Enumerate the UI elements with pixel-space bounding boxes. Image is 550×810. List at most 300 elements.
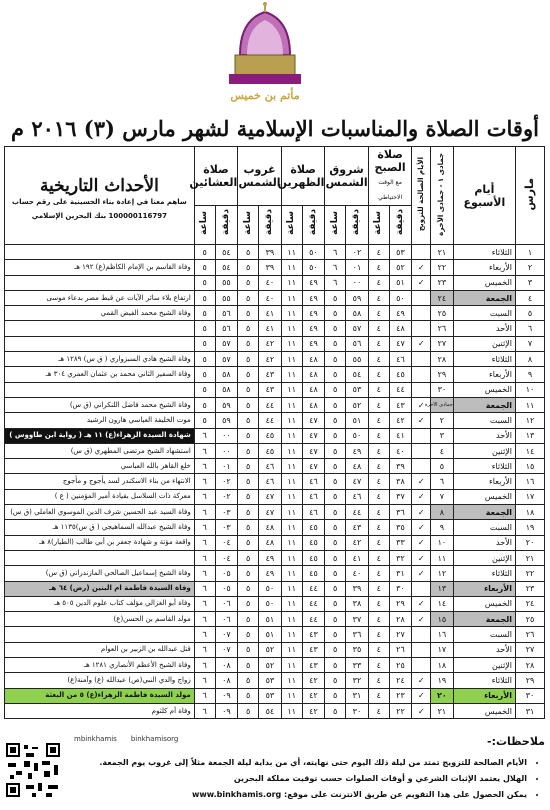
notes-section (4, 735, 545, 807)
time-cell: ٤٣ (302, 627, 325, 642)
time-cell: ٥ (238, 703, 259, 718)
table-row (5, 352, 545, 367)
time-cell: ٥٣ (346, 382, 369, 397)
marriage-check-cell: ✓ (412, 673, 431, 688)
hijri-day-cell: ١٥ (431, 612, 454, 627)
time-cell: ٠٢ (346, 245, 369, 260)
time-cell: ٥ (238, 688, 259, 703)
event-cell: قتل عبدالله بن الزبير بن العوام (5, 642, 195, 657)
time-cell: ٥ (325, 535, 346, 550)
time-cell: ٥٢ (259, 642, 282, 657)
table-row (5, 688, 545, 703)
time-cell: ١١ (281, 627, 302, 642)
table-row (5, 505, 545, 520)
time-cell: ٤٨ (259, 535, 282, 550)
time-cell: ٤٦ (259, 474, 282, 489)
time-cell: ٥ (325, 428, 346, 443)
table-row (5, 627, 545, 642)
time-cell: ٥ (325, 550, 346, 565)
time-cell: ٤ (368, 642, 389, 657)
time-cell: ٥ (238, 566, 259, 581)
table-row (5, 459, 545, 474)
time-cell: ٥ (238, 520, 259, 535)
time-cell: ٤٥ (302, 535, 325, 550)
time-cell: ٤٩ (389, 306, 412, 321)
time-cell: ٥ (325, 382, 346, 397)
marriage-check-cell (412, 581, 431, 596)
weekday-cell: الجمعة (453, 505, 515, 520)
time-cell: ٤٢ (302, 673, 325, 688)
time-cell: ٤٤ (346, 505, 369, 520)
table-row (5, 275, 545, 290)
time-cell: ١١ (281, 260, 302, 275)
time-cell: ٤٨ (302, 397, 325, 412)
time-cell: ١١ (281, 443, 302, 458)
table-row (5, 520, 545, 535)
time-cell: ٤٩ (346, 443, 369, 458)
table-row (5, 321, 545, 336)
time-cell: ١١ (281, 367, 302, 382)
header-march: مارس (515, 147, 544, 245)
table-row (5, 596, 545, 611)
hijri-day-cell: ٢١ (431, 245, 454, 260)
time-cell: ٤٦ (346, 489, 369, 504)
marriage-check-cell: ✓ (412, 535, 431, 550)
marriage-check-cell (412, 382, 431, 397)
weekday-cell: الجمعة (453, 397, 515, 412)
time-cell: ١١ (281, 382, 302, 397)
time-cell: ٥ (325, 581, 346, 596)
event-cell: الانتهاء من بناء الاسكندر لسد يأجوج و مأجوج (5, 474, 195, 489)
table-row (5, 566, 545, 581)
time-cell: ٠٣ (215, 505, 238, 520)
time-cell: ٤٧ (302, 459, 325, 474)
time-cell: ٣٨ (346, 596, 369, 611)
time-cell: ٤ (368, 443, 389, 458)
time-cell: ٦ (194, 535, 215, 550)
hijri-day-cell: ٢٦ (431, 321, 454, 336)
time-cell: ٤ (368, 245, 389, 260)
time-cell: ٥ (325, 290, 346, 305)
time-cell: ٤٤ (302, 612, 325, 627)
hijri-day-cell: ١٨ (431, 658, 454, 673)
time-cell: ١١ (281, 703, 302, 718)
time-cell: ١١ (281, 550, 302, 565)
time-cell: ٥٠ (259, 596, 282, 611)
time-cell: ٠١ (346, 260, 369, 275)
time-cell: ٤٨ (389, 321, 412, 336)
time-cell: ٤٠ (259, 275, 282, 290)
weekday-cell: السبت (453, 520, 515, 535)
march-day-cell: ١٨ (515, 505, 544, 520)
marriage-check-cell (412, 306, 431, 321)
time-cell: ٤٩ (302, 306, 325, 321)
time-cell: ٥ (325, 474, 346, 489)
time-cell: ٤ (368, 703, 389, 718)
time-cell: ٣٥ (346, 642, 369, 657)
time-cell: ٤ (368, 352, 389, 367)
time-cell: ٥ (194, 306, 215, 321)
mosque-logo (205, 0, 325, 105)
march-day-cell: ١٢ (515, 413, 544, 428)
time-cell: ٢٧ (389, 627, 412, 642)
time-cell: ٦ (325, 275, 346, 290)
time-cell: ٤٢ (259, 336, 282, 351)
event-cell: ارتفاع بلاء سائر الآيات عن قبط مصر بدعاء موسى (5, 290, 195, 305)
time-cell: ٣٠ (389, 581, 412, 596)
time-cell: ٦ (194, 688, 215, 703)
time-cell: ٢٢ (389, 703, 412, 718)
weekday-cell: الأربعاء (453, 581, 515, 596)
event-cell: وفاة السيدة فاطمة ام البنين (رض) ٦٤ هـ (5, 581, 195, 596)
time-cell: ٦ (194, 520, 215, 535)
time-cell: ٦ (325, 260, 346, 275)
hijri-day-cell: ٣٠ (431, 382, 454, 397)
time-cell: ٥ (325, 306, 346, 321)
time-cell: ٤ (368, 290, 389, 305)
time-cell: ٤ (368, 306, 389, 321)
time-cell: ٤ (368, 627, 389, 642)
marriage-check-cell (412, 290, 431, 305)
event-cell: مولد القاسم بن الحسن(ع) (5, 612, 195, 627)
time-cell: ٥ (238, 474, 259, 489)
time-cell: ٦ (194, 703, 215, 718)
time-cell: ٤١ (259, 306, 282, 321)
weekday-cell: الإثنين (453, 336, 515, 351)
hijri-day-cell: ١٤ (431, 596, 454, 611)
time-cell: ٥ (238, 245, 259, 260)
march-day-cell: ١١ (515, 397, 544, 412)
time-cell: ٥٨ (215, 367, 238, 382)
notes-list (99, 755, 539, 803)
march-day-cell: ١٤ (515, 443, 544, 458)
time-cell: ٤٩ (302, 275, 325, 290)
weekday-cell: الثلاثاء (453, 673, 515, 688)
weekday-cell: الخميس (453, 382, 515, 397)
marriage-check-cell (412, 428, 431, 443)
event-cell: وفاة الشيخ الأعظم الأنصاري ١٢٨١ هـ (5, 658, 195, 673)
header-fajr: صلاة الصبح مع الوقت الاحتياطي (368, 147, 412, 206)
time-cell: ٥٣ (259, 673, 282, 688)
time-cell: ١١ (281, 459, 302, 474)
time-cell: ٣٢ (389, 550, 412, 565)
time-cell: ٤ (368, 397, 389, 412)
time-cell: ٤٥ (259, 428, 282, 443)
hijri-day-cell: ٤ (431, 443, 454, 458)
time-cell: ٥٩ (346, 290, 369, 305)
table-row (5, 612, 545, 627)
time-cell: ٥ (238, 336, 259, 351)
time-cell: ٥ (194, 397, 215, 412)
time-cell: ٥ (325, 459, 346, 474)
time-cell: ٠٩ (215, 688, 238, 703)
time-cell: ٤ (368, 673, 389, 688)
table-row (5, 428, 545, 443)
weekday-cell: الخميس (453, 596, 515, 611)
time-cell: ٤٠ (346, 566, 369, 581)
time-cell: ٥ (238, 550, 259, 565)
time-cell: ١١ (281, 596, 302, 611)
time-cell: ٣٧ (346, 612, 369, 627)
time-cell: ٤٥ (302, 550, 325, 565)
time-cell: ٥ (238, 627, 259, 642)
marriage-check-cell: ✓ (412, 550, 431, 565)
march-day-cell: ١٠ (515, 382, 544, 397)
marriage-check-cell: ✓ (412, 336, 431, 351)
time-cell: ٥ (325, 627, 346, 642)
time-cell: ٣٥ (389, 520, 412, 535)
time-cell: ٢٣ (389, 688, 412, 703)
marriage-check-cell: ✓ (412, 489, 431, 504)
march-day-cell: ٢٠ (515, 535, 544, 550)
table-row (5, 290, 545, 305)
weekday-cell: الخميس (453, 489, 515, 504)
time-cell: ٤ (368, 535, 389, 550)
time-cell: ٥٦ (215, 321, 238, 336)
weekday-cell: الجمعة (453, 612, 515, 627)
time-cell: ٤ (368, 658, 389, 673)
time-cell: ١١ (281, 336, 302, 351)
hijri-day-cell: ٢ (431, 413, 454, 428)
event-cell: وفاة الشيخ عبدالله السماهيجي ( ق س)١١٣٥ هـ (5, 520, 195, 535)
time-cell: ٥٧ (215, 352, 238, 367)
time-cell: ٤ (368, 474, 389, 489)
time-cell: ٣٩ (389, 459, 412, 474)
march-day-cell: ٦ (515, 321, 544, 336)
event-cell (5, 336, 195, 351)
time-cell: ٥٣ (389, 245, 412, 260)
march-day-cell: ٨ (515, 352, 544, 367)
table-row (5, 306, 545, 321)
hijri-day-cell: ٥ (431, 459, 454, 474)
time-cell: ٤٤ (302, 596, 325, 611)
weekday-cell: الخميس (453, 275, 515, 290)
time-cell: ٠٤ (215, 550, 238, 565)
time-cell: ٥ (194, 321, 215, 336)
time-cell: ٥ (325, 520, 346, 535)
hijri-day-cell: ٢٣ (431, 275, 454, 290)
time-cell: ٤٦ (389, 352, 412, 367)
march-day-cell: ٢٧ (515, 642, 544, 657)
header-marriage: الأيام الصالحة للتزويج (412, 147, 431, 245)
time-cell: ٦ (194, 581, 215, 596)
marriage-check-cell: ✓ (412, 688, 431, 703)
time-cell: ٤ (368, 321, 389, 336)
time-cell: ٥٤ (215, 260, 238, 275)
time-cell: ٦ (194, 459, 215, 474)
time-cell: ١١ (281, 245, 302, 260)
time-cell: ١١ (281, 489, 302, 504)
header-events: الأحداث التاريخية ساهم معنا في إعادة بناء الحسينية على رقم حساب 100000116797 بنك البحرين الإسلامي (5, 147, 195, 245)
time-cell: ٥ (238, 428, 259, 443)
time-cell: ٤٩ (302, 321, 325, 336)
time-cell: ٥١ (259, 627, 282, 642)
time-cell: ٤٣ (259, 382, 282, 397)
time-cell: ٥ (194, 382, 215, 397)
time-cell: ٤٥ (302, 566, 325, 581)
table-row (5, 260, 545, 275)
note-item: • الهلال يعتمد الإثبات الشرعي و أوقات الصلوات حسب توقيت مملكة البحرين (99, 771, 527, 787)
time-cell: ١١ (281, 520, 302, 535)
time-cell: ٤ (368, 581, 389, 596)
time-cell: ٤٤ (259, 413, 282, 428)
social-handle-2: binkhamisorg (130, 735, 179, 743)
time-cell: ٥ (238, 352, 259, 367)
time-cell: ١١ (281, 413, 302, 428)
event-cell (5, 382, 195, 397)
table-row (5, 535, 545, 550)
hijri-day-cell: ١١ (431, 550, 454, 565)
time-cell: ١١ (281, 581, 302, 596)
time-cell: ٤ (368, 688, 389, 703)
time-cell: ٤ (368, 260, 389, 275)
time-cell: ٠٤ (215, 535, 238, 550)
time-cell: ٥ (238, 275, 259, 290)
weekday-cell: السبت (453, 627, 515, 642)
time-cell: ٦ (194, 474, 215, 489)
time-cell: ٥ (194, 367, 215, 382)
weekday-cell: الأربعاء (453, 688, 515, 703)
weekday-cell: الأحد (453, 428, 515, 443)
weekday-cell: الجمعة (453, 290, 515, 305)
time-cell: ٥ (238, 260, 259, 275)
time-cell: ٢٥ (389, 658, 412, 673)
hijri-day-cell: ١٣ (431, 581, 454, 596)
time-cell: ٦ (194, 627, 215, 642)
event-cell: مولد السيدة فاطمة الزهراء(ع) ٥ من البعثة (5, 688, 195, 703)
table-row (5, 397, 545, 412)
time-cell: ٤ (368, 367, 389, 382)
time-cell: ٤ (368, 336, 389, 351)
time-cell: ٠٧ (215, 627, 238, 642)
time-cell: ٤٢ (302, 703, 325, 718)
time-cell: ٥ (325, 703, 346, 718)
time-cell: ٤٧ (302, 413, 325, 428)
time-cell: ٤٧ (259, 489, 282, 504)
event-cell: وفاة السفير الثاني محمد بن عثمان العمري ٣٠٤ هـ (5, 367, 195, 382)
time-cell: ٠٩ (215, 703, 238, 718)
time-cell: ٠٠ (346, 275, 369, 290)
time-cell: ٣٦ (389, 505, 412, 520)
time-cell: ٢٦ (389, 642, 412, 657)
march-day-cell: ٤ (515, 290, 544, 305)
hijri-day-cell: ١٠ (431, 535, 454, 550)
time-cell: ٤ (368, 505, 389, 520)
event-cell: خلع القاهر بالله العباسي (5, 459, 195, 474)
time-cell: ٥٥ (215, 290, 238, 305)
table-row (5, 581, 545, 596)
table-row (5, 382, 545, 397)
header-weekday: أيام الأسبوع (453, 147, 515, 245)
qr-code-icon (4, 741, 62, 799)
time-cell: ٤٦ (302, 474, 325, 489)
time-cell: ٥٣ (259, 688, 282, 703)
event-cell: معركة ذات السلاسل بقيادة أمير المؤمنين ( ع ) (5, 489, 195, 504)
time-cell: ٥ (194, 275, 215, 290)
hijri-day-cell: ٢٩ (431, 367, 454, 382)
time-cell: ٥١ (346, 413, 369, 428)
march-day-cell: ١٦ (515, 474, 544, 489)
time-cell: ٠٠ (215, 428, 238, 443)
march-day-cell: ٢٩ (515, 673, 544, 688)
time-cell: ٥ (238, 596, 259, 611)
social-links (74, 735, 178, 743)
time-cell: ١١ (281, 688, 302, 703)
hijri-day-cell: جمادى الآخرة (431, 397, 454, 412)
time-cell: ٤٩ (302, 336, 325, 351)
time-cell: ٦ (194, 673, 215, 688)
weekday-cell: الثلاثاء (453, 352, 515, 367)
header-dhuhr: صلاة الظهرين (281, 147, 325, 206)
time-cell: ٥ (238, 306, 259, 321)
weekday-cell: الإثنين (453, 550, 515, 565)
time-cell: ٥ (238, 658, 259, 673)
time-cell: ٤٣ (302, 658, 325, 673)
march-day-cell: ٥ (515, 306, 544, 321)
time-cell: ٤٣ (302, 642, 325, 657)
time-cell: ١١ (281, 306, 302, 321)
weekday-cell: الإثنين (453, 658, 515, 673)
time-cell: ٦ (194, 596, 215, 611)
weekday-cell: السبت (453, 413, 515, 428)
hijri-day-cell: ٦ (431, 474, 454, 489)
time-cell: ٤١ (259, 321, 282, 336)
time-cell: ٥ (325, 321, 346, 336)
header-isha: صلاة العشائين (194, 147, 238, 206)
time-cell: ٥٦ (215, 306, 238, 321)
svg-text:مأتم بن خميس: مأتم بن خميس (230, 89, 300, 102)
event-cell: واقعة مؤتة و شهادة جعفر بن أبي طالب (الطيار)٨ هـ (5, 535, 195, 550)
time-cell: ٣٧ (389, 489, 412, 504)
time-cell: ٤ (368, 275, 389, 290)
time-cell: ٥٠ (302, 245, 325, 260)
table-row (5, 489, 545, 504)
time-cell: ٤٤ (259, 397, 282, 412)
time-cell: ٥٠ (346, 428, 369, 443)
event-cell (5, 321, 195, 336)
time-cell: ٦ (194, 489, 215, 504)
time-cell: ٥٧ (346, 321, 369, 336)
weekday-cell: الثلاثاء (453, 245, 515, 260)
time-cell: ٤٨ (259, 520, 282, 535)
time-cell: ٥٨ (215, 382, 238, 397)
time-cell: ٣٩ (346, 581, 369, 596)
time-cell: ٥٠ (259, 581, 282, 596)
time-cell: ٥٧ (215, 336, 238, 351)
prayer-times-table: مارس أيام الأسبوع جمادى ١ - جمادى الآخرة الأيام الصالحة للتزويج صلاة الصبح مع الوقت الاحتياطي شروق الشمس صلاة الظهرين غروب الشمس صلاة العشائين الأحداث التاريخية ساهم معنا في إعادة بناء الحسينية على رقم حساب 100000116797 بنك البحرين الإسلامي دقيقة ساعة دقيقة ساعة دقيقة ساعة دقيقة ساعة دقيقة ساعة ١ الثلاثاء ٢١ ٥٣ ٤ ٠٢ ٦ ٥٠ ١١ ٣٩ ٥ ٥٤ ٥ ٢ الأربعاء ٢٢ ✓ ٥٢ ٤ ٠١ ٦ ٥٠ ١١ ٣٩ ٥ ٥٤ ٥ وفاة القاسم بن الإمام الكاظم(ع) ١٩٢ هـ ٣ الخميس ٢٣ ✓ ٥١ ٤ ٠٠ ٦ ٤٩ ١١ ٤٠ ٥ ٥٥ ٥ ٤ الجمعة ٢٤ ٥٠ ٤ ٥٩ ٥ ٤٩ ١١ ٤٠ ٥ ٥٥ ٥ ارتفاع بلاء سائر الآيات عن قبط مصر بدعاء موسى ٥ السبت ٢٥ ٤٩ ٤ ٥٨ ٥ ٤٩ ١١ ٤١ ٥ ٥٦ ٥ وفاة الشيخ محمد الفيض القمي ٦ الأحد ٢٦ ٤٨ ٤ ٥٧ ٥ ٤٩ ١١ ٤١ ٥ ٥٦ ٥ ٧ الإثنين ٢٧ ✓ ٤٧ ٤ ٥٦ ٥ ٤٩ ١١ ٤٢ ٥ ٥٧ ٥ ٨ الثلاثاء ٢٨ ٤٦ ٤ ٥٥ ٥ ٤٨ ١١ ٤٢ ٥ ٥٧ ٥ وفاة الشيخ هادي السبزواري ( ق س) ١٢٨٩ هـ ٩ الأربعاء ٢٩ ٤٥ ٤ ٥٤ ٥ ٤٨ ١١ ٤٣ ٥ ٥٨ ٥ وفاة السفير الثاني محمد بن عثمان العمري ٣٠٤ هـ ١٠ الخميس ٣٠ ٤٤ ٤ ٥٣ ٥ ٤٨ ١١ ٤٣ ٥ ٥٨ ٥ ١١ الجمعة جمادى الآخرة ✓ ٤٣ ٤ ٥٢ ٥ ٤٨ ١١ ٤٤ ٥ ٥٩ ٥ وفاة الشيخ محمد فاضل اللنكراني (ق س) ١٢ السبت ٢ ✓ ٤٢ ٤ ٥١ ٥ ٤٧ ١١ ٤٤ ٥ ٥٩ ٥ موت الخليفة العباسي هارون الرشيد ١٣ الأحد ٣ ٤١ ٤ ٥٠ ٥ ٤٧ ١١ ٤٥ ٥ ٠٠ ٦ شهادة السيدة الزهراء(ع) ١١ هـ ( رواية ابن طاووس ) ١٤ الإثنين ٤ ٤٠ ٤ ٤٩ ٥ ٤٧ ١١ ٤٥ ٥ ٠٠ ٦ استشهاد الشيخ مرتضى المطهري (ق س) ١٥ الثلاثاء ٥ ٣٩ ٤ ٤٨ ٥ ٤٧ ١١ ٤٦ ٥ ٠١ ٦ خلع القاهر بالله العباسي ١٦ الأربعاء ٦ ✓ ٣٨ ٤ ٤٧ ٥ ٤٦ ١١ ٤٦ ٥ ٠٢ ٦ الانتهاء من بناء الاسكندر لسد يأجوج و مأجوج ١٧ الخميس ٧ ✓ ٣٧ ٤ ٤٦ ٥ ٤٦ ١١ ٤٧ ٥ ٠٢ ٦ معركة ذات السلاسل بقيادة أمير المؤمنين ( ع ) ١٨ الجمعة ٨ ✓ ٣٦ ٤ ٤٤ ٥ ٤٦ ١١ ٤٧ ٥ ٠٣ ٦ وفاة السيد عبد الحسين شرف الدين الموسوي العاملي (ق س) ١٩ السبت ٩ ✓ ٣٥ ٤ ٤٣ ٥ ٤٥ ١١ ٤٨ ٥ ٠٣ ٦ وفاة الشيخ عبدالله السماهيجي ( ق س)١١٣٥ هـ ٢٠ الأحد ١٠ ✓ ٣٣ ٤ ٤٢ ٥ ٤٥ ١١ ٤٨ ٥ ٠٤ ٦ واقعة مؤتة و شهادة جعفر بن أبي طالب (الطيار)٨ هـ ٢١ الإثنين ١١ ✓ ٣٢ ٤ ٤١ ٥ ٤٥ ١١ ٤٩ ٥ ٠٤ ٦ ٢٢ الثلاثاء ١٢ ✓ ٣١ ٤ ٤٠ ٥ ٤٥ ١١ ٤٩ ٥ ٠٥ ٦ وفاة الشيخ إسماعيل الصالحي المازندراني (ق س) ٢٣ الأربعاء ١٣ ٣٠ ٤ ٣٩ ٥ ٤٤ ١١ ٥٠ ٥ ٠٥ ٦ وفاة السيدة فاطمة ام البنين (رض) ٦٤ هـ ٢٤ الخميس ١٤ ✓ ٢٩ ٤ ٣٨ ٥ ٤٤ ١١ ٥٠ ٥ ٠٦ ٦ وفاة أبو الغزالي مؤلف كتاب علوم الدين ٥٠٥ هـ ٢٥ الجمعة ١٥ ✓ ٢٨ ٤ ٣٧ ٥ ٤٤ ١١ ٥١ ٥ ٠٦ ٦ مولد القاسم بن الحسن(ع) ٢٦ السبت ١٦ ٢٧ ٤ ٣٦ ٥ ٤٣ ١١ ٥١ ٥ ٠٧ ٦ ٢٧ الأحد ١٧ ٢٦ ٤ ٣٥ ٥ ٤٣ ١١ ٥٢ ٥ ٠٧ ٦ قتل عبدالله بن الزبير بن العوام ٢٨ الإثنين ١٨ ٢٥ ٤ ٣٣ ٥ ٤٣ ١١ ٥٢ ٥ ٠٨ ٦ وفاة الشيخ الأعظم الأنصاري ١٢٨١ هـ ٢٩ الثلاثاء ١٩ ✓ ٢٤ ٤ ٣٢ ٥ ٤٢ ١١ ٥٣ ٥ ٠٨ ٦ زواج والدي النبي(ص) عبدالله (ع) وآمنة(ع) ٣٠ الأربعاء ٢٠ ✓ ٢٣ ٤ ٣١ ٥ ٤٢ ١١ ٥٣ ٥ ٠٩ ٦ مولد السيدة فاطمة الزهراء(ع) ٥ من البعثة ٣١ الخميس ٢١ ✓ ٢٢ ٤ ٣٠ ٥ ٤٢ ١١ ٥٤ ٥ ٠٩ ٦ وفاة أم كلثوم (4, 146, 545, 719)
time-cell: ٣٩ (259, 260, 282, 275)
time-cell: ٤ (368, 612, 389, 627)
time-cell: ٥ (325, 367, 346, 382)
event-cell: وفاة القاسم بن الإمام الكاظم(ع) ١٩٢ هـ (5, 260, 195, 275)
hijri-day-cell: ٢٤ (431, 290, 454, 305)
marriage-check-cell: ✓ (412, 260, 431, 275)
marriage-check-cell: ✓ (412, 566, 431, 581)
table-row (5, 443, 545, 458)
note-item: • الأيام الصالحة للتزويج تمتد من ليلة ذلك اليوم حتى نهايته، أي من بداية ليلة الجمعة مثلاً إلى غروب يوم الجمعة. (99, 755, 527, 771)
table-row (5, 245, 545, 260)
time-cell: ٥١ (389, 275, 412, 290)
time-cell: ٥ (325, 612, 346, 627)
marriage-check-cell: ✓ (412, 596, 431, 611)
time-cell: ٠٦ (215, 596, 238, 611)
hijri-day-cell: ٩ (431, 520, 454, 535)
time-cell: ٠٥ (215, 581, 238, 596)
march-day-cell: ٣٠ (515, 688, 544, 703)
weekday-cell: الخميس (453, 703, 515, 718)
time-cell: ٤٤ (389, 382, 412, 397)
march-day-cell: ٢٤ (515, 596, 544, 611)
